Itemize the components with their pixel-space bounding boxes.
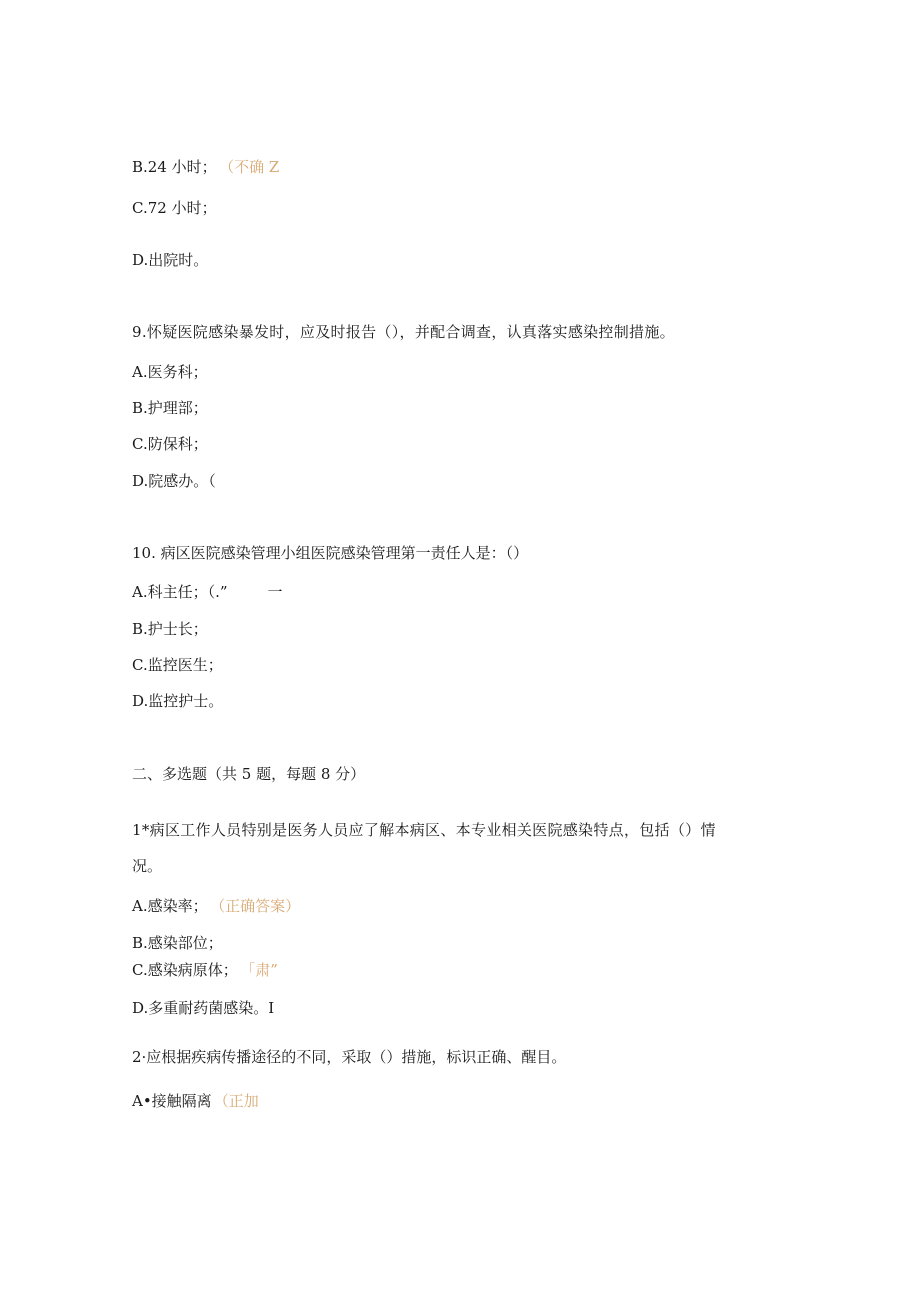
option-text: A.医务科；: [132, 363, 208, 381]
question-9: [132, 322, 675, 342]
q9-option-c: [132, 434, 208, 454]
question-text: 9.怀疑医院感染暴发时，应及时报告（），并配合调查，认真落实感染控制措施。: [132, 323, 675, 341]
option-text: D.院感办。（: [132, 472, 216, 490]
option-text: B.护士长；: [132, 620, 208, 638]
q8-option-d: [132, 250, 208, 270]
option-text: A•接触隔离: [132, 1092, 212, 1110]
multi-question-1: [132, 820, 716, 840]
option-text: B.24 小时；: [132, 158, 217, 176]
option-text: A.科主任；（.”: [132, 583, 228, 601]
question-text: 2·应根据疾病传播途径的不同，采取（）措施，标识正确、醒目。: [132, 1048, 567, 1066]
m1-option-d: [132, 998, 274, 1018]
option-text: D.出院时。: [132, 251, 209, 269]
answer-annotation: 「肃”: [247, 961, 278, 979]
q10-option-c: [132, 655, 223, 675]
option-text: B.感染部位；: [132, 934, 223, 952]
question-text: 1*病区工作人员特别是医务人员应了解本病区、本专业相关医院感染特点，包括（）情: [132, 821, 716, 839]
q8-option-c: [132, 198, 217, 218]
answer-annotation: （不确 Z: [226, 158, 280, 176]
m1-option-c: [132, 960, 278, 980]
answer-annotation: （正确答案）: [217, 897, 301, 915]
option-text: D.监控护士。: [132, 692, 224, 710]
option-text: B.护理部；: [132, 399, 208, 417]
multi-question-1-continued: [132, 856, 162, 876]
m1-option-a: [132, 896, 300, 916]
m2-option-a: [132, 1091, 259, 1111]
stray-mark: 一: [267, 583, 283, 601]
option-text: C.感染病原体；: [132, 961, 238, 979]
option-text: C.监控医生；: [132, 656, 223, 674]
option-text: C.72 小时；: [132, 199, 217, 217]
option-text: D.多重耐药菌感染。I: [132, 999, 275, 1017]
q9-option-b: [132, 398, 208, 418]
section-heading-multi-choice: [132, 764, 365, 784]
option-text: A.感染率；: [132, 897, 208, 915]
question-text: 10. 病区医院感染管理小组医院感染管理第一责任人是：（）: [132, 544, 529, 562]
section-text: 二、多选题（共 5 题，每题 8 分）: [132, 765, 366, 783]
q10-option-d: [132, 691, 223, 711]
question-text-continued: 况。: [132, 857, 163, 875]
multi-question-2: [132, 1047, 566, 1067]
q8-option-b: [132, 157, 279, 177]
q10-option-b: [132, 619, 208, 639]
answer-annotation: （正加: [213, 1092, 259, 1110]
option-text: C.防保科；: [132, 435, 208, 453]
q10-option-a: [132, 582, 283, 602]
question-10: [132, 543, 528, 563]
m1-option-b: [132, 933, 223, 953]
q9-option-a: [132, 362, 208, 382]
q9-option-d: [132, 471, 216, 491]
